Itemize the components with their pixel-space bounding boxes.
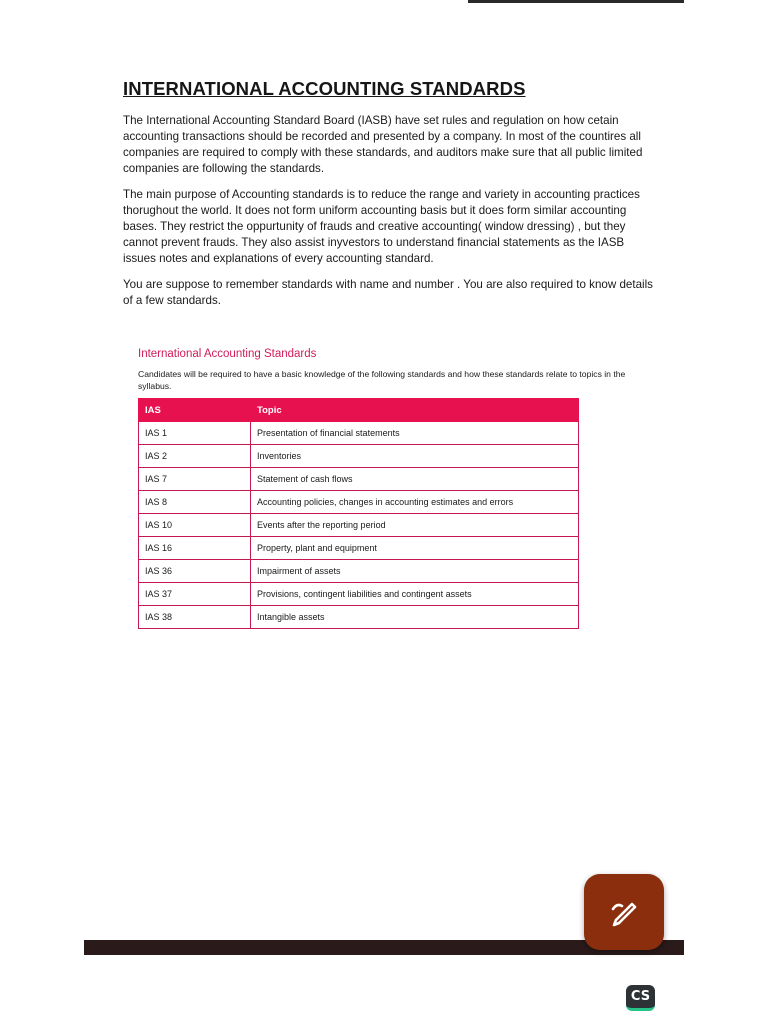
cell-ias: IAS 16 xyxy=(139,537,251,560)
table-row xyxy=(139,422,579,445)
cell-ias: IAS 2 xyxy=(139,445,251,468)
header-topic: Topic xyxy=(251,399,579,422)
cell-topic: Inventories xyxy=(251,445,579,468)
table-row xyxy=(139,491,579,514)
table-row xyxy=(139,514,579,537)
paragraph-3: You are suppose to remember standards with name and number . You are also required to know details of a few standards. xyxy=(123,278,653,307)
table-row xyxy=(139,606,579,629)
cell-ias: IAS 10 xyxy=(139,514,251,537)
table-row xyxy=(139,445,579,468)
cell-topic: Accounting policies, changes in accounting estimates and errors xyxy=(251,491,579,514)
camscanner-logo: CS xyxy=(626,985,655,1011)
cell-topic: Impairment of assets xyxy=(251,560,579,583)
cell-topic: Statement of cash flows xyxy=(251,468,579,491)
standards-section xyxy=(138,348,638,629)
table-header-row xyxy=(139,399,579,422)
cell-topic: Property, plant and equipment xyxy=(251,537,579,560)
cell-ias: IAS 37 xyxy=(139,583,251,606)
page-top-edge xyxy=(468,0,684,3)
cell-topic: Intangible assets xyxy=(251,606,579,629)
section-title: International Accounting Standards xyxy=(138,348,317,360)
table-row xyxy=(139,537,579,560)
table-row xyxy=(139,468,579,491)
pen-edit-icon xyxy=(607,895,641,929)
table-row xyxy=(139,583,579,606)
paragraph-1: The International Accounting Standard Board (IASB) have set rules and regulation on how cetain accounting transactions should be recorded and presented by a company. In most of the countires all companies are required to comply with these standards, and auditors make sure that all public limited companies are following the standards. xyxy=(123,114,643,175)
standards-table xyxy=(138,398,579,629)
cell-topic: Events after the reporting period xyxy=(251,514,579,537)
edit-fab-button[interactable] xyxy=(584,874,664,950)
cell-topic: Provisions, contingent liabilities and contingent assets xyxy=(251,583,579,606)
header-ias: IAS xyxy=(139,399,251,422)
cell-topic: Presentation of financial statements xyxy=(251,422,579,445)
table-row xyxy=(139,560,579,583)
cell-ias: IAS 7 xyxy=(139,468,251,491)
cell-ias: IAS 36 xyxy=(139,560,251,583)
cell-ias: IAS 8 xyxy=(139,491,251,514)
cell-ias: IAS 38 xyxy=(139,606,251,629)
document-title: INTERNATIONAL ACCOUNTING STANDARDS xyxy=(123,78,526,99)
section-intro: Candidates will be required to have a basic knowledge of the following standards and how these standards relate to topics in the syllabus. xyxy=(138,369,626,391)
paragraph-2: The main purpose of Accounting standards is to reduce the range and variety in accounting practices thorughout the world. It does not form uniform accounting basis but it does form similar accounting bases. They restrict the oppurtunity of frauds and creative accounting( window dressing) , but they cannot prevent frauds. They also assist inyvestors to understand financial statements as the IASB issues notes and explanations of every accounting standard. xyxy=(123,188,640,265)
document-page xyxy=(123,78,658,319)
cell-ias: IAS 1 xyxy=(139,422,251,445)
